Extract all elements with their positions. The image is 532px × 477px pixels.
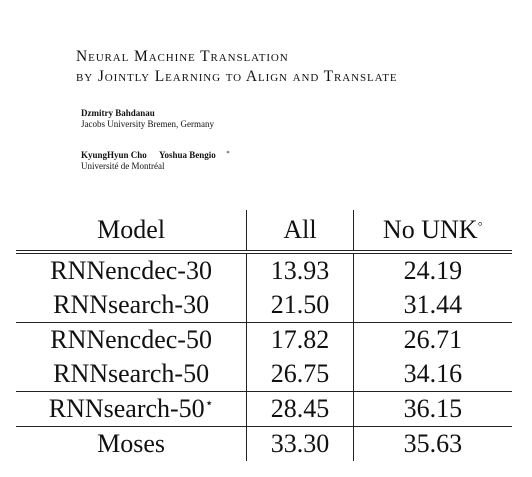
author-block-cho-bengio — [81, 150, 230, 172]
cell-no-unk: 24.19 — [403, 256, 463, 285]
header-text: Model — [97, 215, 166, 244]
header-text: All — [283, 215, 317, 244]
header-all — [247, 210, 354, 252]
author-affiliation: Université de Montréal — [81, 161, 165, 171]
cell-no-unk: 34.16 — [403, 359, 463, 388]
model-mark: ⋆ — [204, 396, 214, 412]
header-mark: ◦ — [477, 216, 483, 233]
cell-all: 26.75 — [247, 357, 354, 392]
cell-all: 28.45 — [247, 392, 354, 427]
paper-title-line-2: by Jointly Learning to Align and Translate — [76, 68, 398, 85]
cell-all: 21.50 — [247, 288, 354, 323]
cell-all: 13.93 — [247, 252, 354, 288]
author-affiliation: Jacobs University Bremen, Germany — [81, 119, 214, 129]
cell-text: RNNencdec-30 — [50, 256, 212, 285]
table-row — [16, 323, 512, 358]
cell-model — [16, 323, 247, 358]
cell-all: 17.82 — [247, 323, 354, 358]
table-row — [16, 288, 512, 323]
cell-no-unk: 35.63 — [403, 429, 463, 458]
results-table — [16, 210, 512, 461]
cell-model — [16, 252, 247, 288]
header-no-unk — [353, 210, 512, 252]
author-name: Dzmitry Bahdanau — [81, 108, 155, 118]
table-row — [16, 392, 512, 427]
author-names — [81, 150, 230, 161]
header-text: No UNK — [382, 215, 478, 244]
cell-text: RNNsearch-50 — [53, 359, 210, 388]
cell-no-unk: 31.44 — [403, 290, 463, 319]
cell-text: RNNsearch-30 — [53, 290, 210, 319]
cell-no-unk: 36.15 — [403, 394, 463, 423]
table-header-row — [16, 210, 512, 252]
table-row — [16, 252, 512, 288]
cell-no-unk: 26.71 — [403, 325, 463, 354]
author-mark: ∗ — [225, 150, 230, 156]
table-row — [16, 427, 512, 462]
author-name-text: Yoshua Bengio — [159, 150, 216, 160]
author-name: KyungHyun Cho — [81, 150, 147, 160]
header-model — [16, 210, 247, 252]
cell-text: RNNencdec-50 — [50, 325, 212, 354]
cell-model — [16, 392, 247, 427]
author-block-bahdanau — [81, 108, 214, 130]
table-row — [16, 357, 512, 392]
author-name — [159, 150, 230, 160]
cell-text: RNNsearch-50 — [48, 394, 205, 423]
cell-model — [16, 427, 247, 462]
cell-model — [16, 288, 247, 323]
cell-model — [16, 357, 247, 392]
paper-title-line-1: Neural Machine Translation — [76, 48, 289, 65]
paper-title — [76, 47, 516, 87]
cell-text: Moses — [97, 429, 166, 458]
cell-all: 33.30 — [247, 427, 354, 462]
